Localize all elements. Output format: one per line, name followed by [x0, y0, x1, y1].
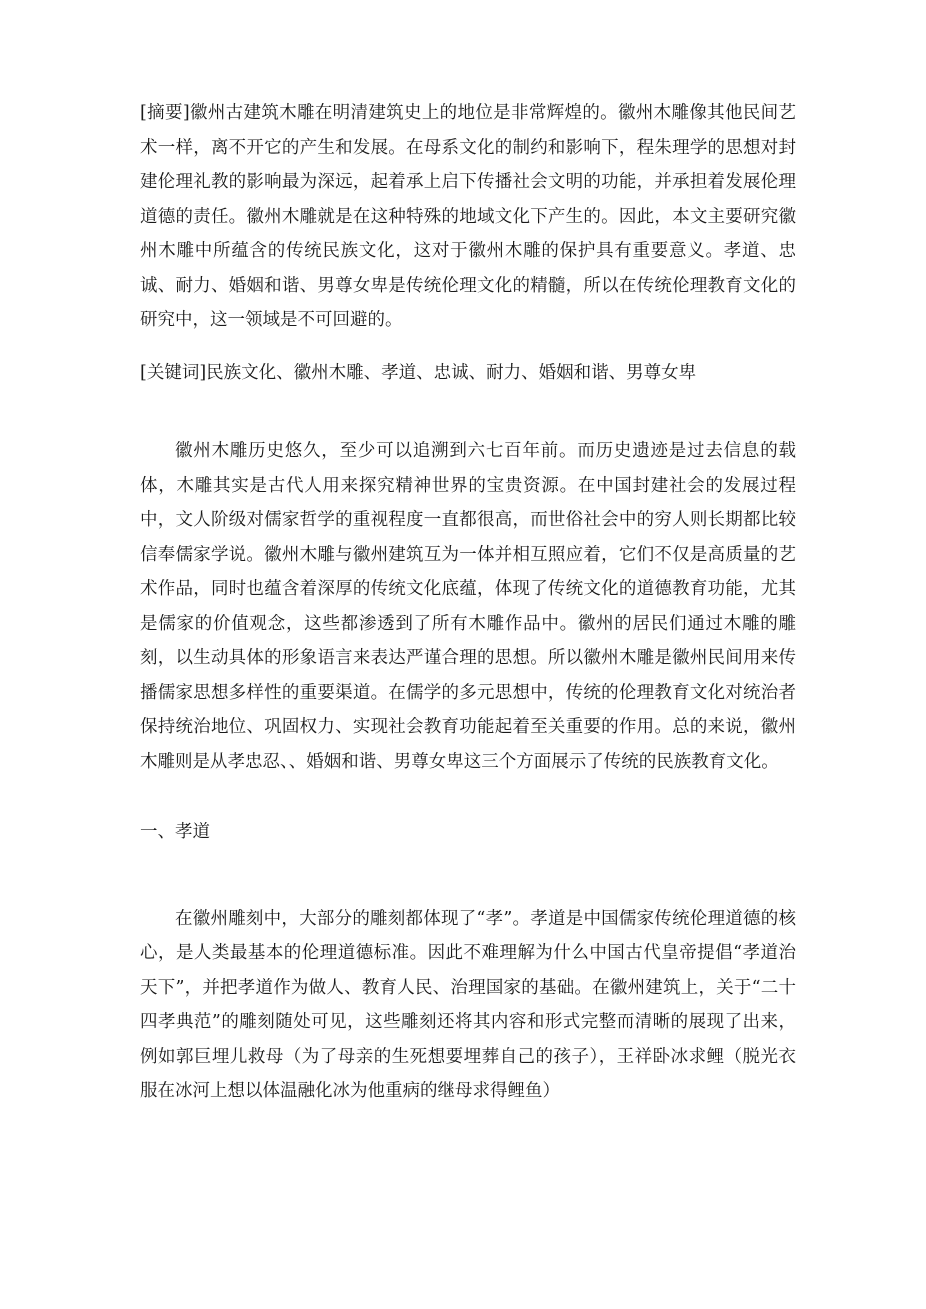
keywords-text: 民族文化、徽州木雕、孝道、忠诚、耐力、婚姻和谐、男尊女卑: [206, 362, 697, 383]
intro-paragraph: 徽州木雕历史悠久，至少可以追溯到六七百年前。而历史遗迹是过去信息的载体，木雕其实是古代人用来探究精神世界的宝贵资源。在中国封建社会的发展过程中，文人阶级对儒家哲学的重视程度一直都很高，而世俗社会中的穷人则长期都比较信奉儒家学说。徽州木雕与徽州建筑互为一体并相互照应着，它们不仅是高质量的艺术作品，同时也蕴含着深厚的传统文化底蕴，体现了传统文化的道德教育功能，尤其是儒家的价值观念，这些都渗透到了所有木雕作品中。徽州的居民们通过木雕的雕刻，以生动具体的形象语言来表达严谨合理的思想。所以徽州木雕是徽州民间用来传播儒家思想多样性的重要渠道。在儒学的多元思想中，传统的伦理教育文化对统治者保持统治地位、巩固权力、实现社会教育功能起着至关重要的作用。总的来说，徽州木雕则是从孝忠忍、、婚姻和谐、男尊女卑这三个方面展示了传统的民族教育文化。: [140, 441, 796, 772]
section-body-paragraph: 在徽州雕刻中，大部分的雕刻都体现了“孝”。孝道是中国儒家传统伦理道德的核心，是人类最基本的伦理道德标准。因此不难理解为什么中国古代皇帝提倡“孝道治天下”，并把孝道作为做人、教育人民、治理国家的基础。在徽州建筑上，关于“二十四孝典范”的雕刻随处可见，这些雕刻还将其内容和形式完整而清晰的展现了出来，例如郭巨埋儿救母（为了母亲的生死想要埋葬自己的孩子），王祥卧冰求鲤（脱光衣服在冰河上想以体温融化冰为他重病的继母求得鲤鱼）: [140, 908, 796, 1101]
keywords-paragraph: [140, 356, 796, 391]
keywords-label: [关键词]: [140, 362, 207, 383]
abstract-paragraph: [140, 96, 796, 338]
section-heading: 一、孝道: [140, 822, 210, 842]
abstract-label: [摘要]: [140, 103, 190, 123]
abstract-text: 徽州古建筑木雕在明清建筑史上的地位是非常辉煌的。徽州木雕像其他民间艺术一样，离不开它的产生和发展。在母系文化的制约和影响下，程朱理学的思想对封建伦理礼教的影响最为深远，起着承上启下传播社会文明的功能，并承担着发展伦理道德的责任。徽州木雕就是在这种特殊的地域文化下产生的。因此，本文主要研究徽州木雕中所蕴含的传统民族文化，这对于徽州木雕的保护具有重要意义。孝道、忠诚、耐力、婚姻和谐、男尊女卑是传统伦理文化的精髓，所以在传统伦理教育文化的研究中，这一领域是不可回避的。: [140, 103, 796, 330]
document-page: [140, 96, 796, 1109]
